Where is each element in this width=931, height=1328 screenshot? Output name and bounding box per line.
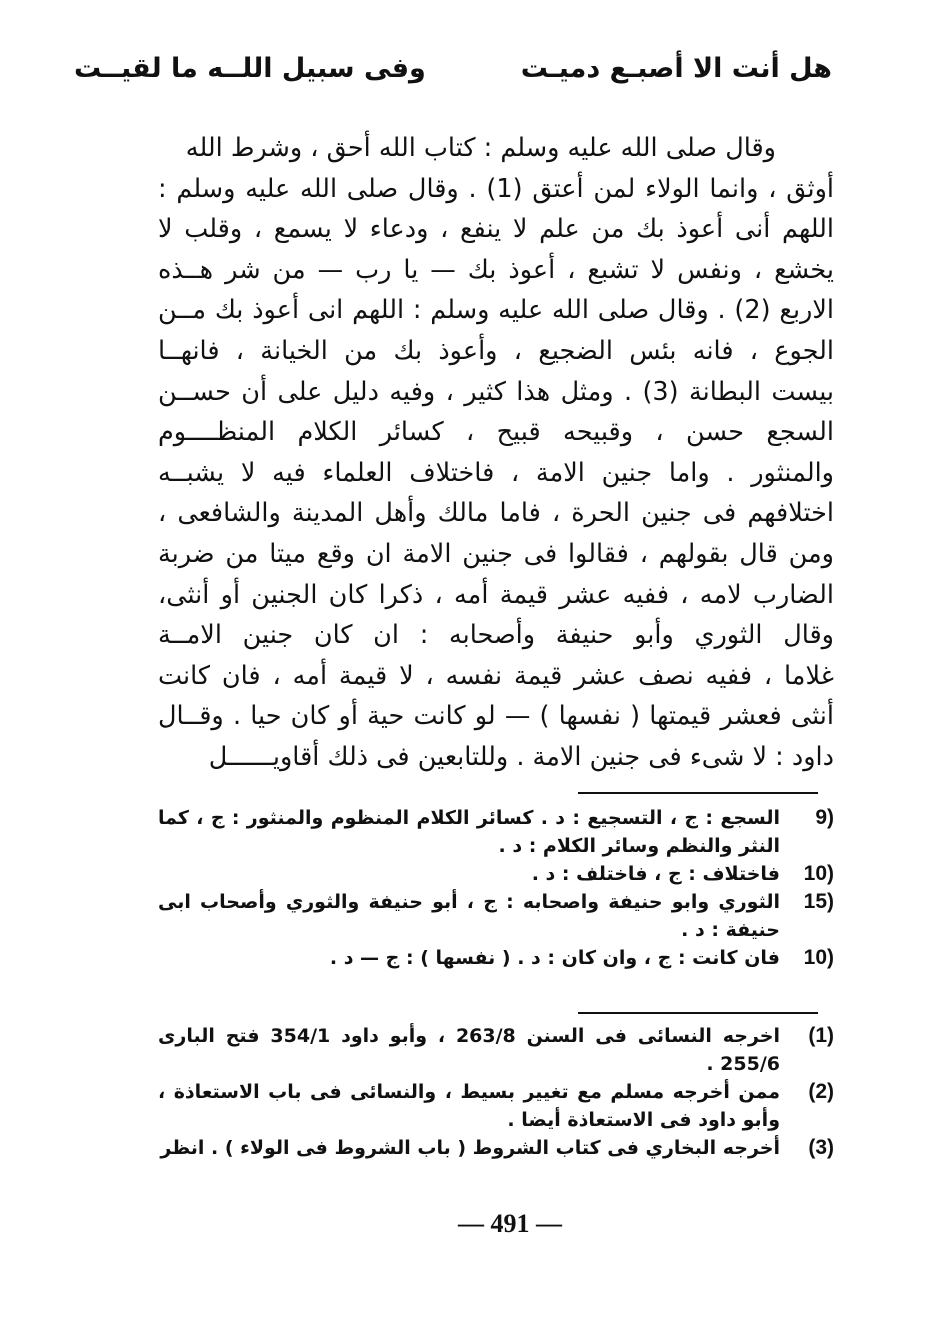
text-line: الاربع (2) . وقال صلى الله عليه وسلم : اللهم انى أعوذ بك مــن xyxy=(158,295,834,326)
note-text: الثوري وابو حنيفة واصحابه : ج ، أبو حنيفة والثوري وأصحاب ابى حنيفة : د . xyxy=(158,891,780,941)
text-line: السجع حسن ، وقبيحه قبيح ، كسائر الكلام المنظــــوم xyxy=(158,417,834,448)
reference-notes xyxy=(158,1022,834,1162)
variant-notes xyxy=(158,804,834,972)
note-number: (2) xyxy=(808,1080,834,1103)
text-line: وقال الثوري وأبو حنيفة وأصحابه : ان كان جنين الامــة xyxy=(158,620,834,651)
footnotes-divider xyxy=(578,1012,818,1014)
running-head xyxy=(73,44,832,94)
note-number: 9) xyxy=(815,806,834,829)
note-text: اخرجه النسائى فى السنن 263/8 ، وأبو داود 354/1 فتح البارى 255/6 . xyxy=(158,1025,780,1075)
running-head-left: وفى سبيل اللــه ما لقيــت xyxy=(73,53,426,84)
text-line: ومن قال بقولهم ، فقالوا فى جنين الامة ان وقع ميتا من ضربة xyxy=(158,538,834,569)
reference-note xyxy=(158,1022,834,1078)
note-number: 10) xyxy=(803,946,834,969)
main-text xyxy=(158,128,834,778)
variant-note xyxy=(158,888,834,944)
note-number: (3) xyxy=(808,1136,834,1159)
text-line: الجوع ، فانه بئس الضجيع ، وأعوذ بك من الخيانة ، فانهــا xyxy=(158,335,834,366)
text-line: اللهم أنى أعوذ بك من علم لا ينفع ، ودعاء لا يسمع ، وقلب لا xyxy=(158,214,834,245)
text-line: أوثق ، وانما الولاء لمن أعتق (1) . وقال صلى الله عليه وسلم : xyxy=(158,173,834,204)
note-text: ممن أخرجه مسلم مع تغيير بسيط ، والنسائى فى باب الاستعاذة ، وأبو داود فى الاستعاذة أيضا . xyxy=(158,1081,780,1131)
text-line: أنثى فعشر قيمتها ( نفسها ) — لو كانت حية أو كان حيا . وقــال xyxy=(158,701,834,732)
text-line: داود : لا شىء فى جنين الامة . وللتابعين فى ذلك أقاويــــــل xyxy=(208,741,834,772)
reference-note xyxy=(158,1078,834,1134)
note-text: فان كانت : ج ، وان كان : د . ( نفسها ) : ج — د . xyxy=(329,947,780,969)
reference-note xyxy=(158,1134,834,1162)
running-head-right: هل أنت الا أصبـع دميـت xyxy=(520,53,832,84)
text-line: يخشع ، ونفس لا تشبع ، أعوذ بك — يا رب — من شر هــذه xyxy=(158,254,834,285)
note-number: 10) xyxy=(803,862,834,885)
note-number: (1) xyxy=(808,1024,834,1047)
text-line: بيست البطانة (3) . ومثل هذا كثير ، وفيه دليل على أن حســن xyxy=(158,376,834,407)
text-line: الضارب لامه ، ففيه عشر قيمة أمه ، ذكرا كان الجنين أو أنثى، xyxy=(158,579,834,610)
note-number: 15) xyxy=(803,890,834,913)
text-line: وقال صلى الله عليه وسلم : كتاب الله أحق ، وشرط الله xyxy=(185,133,776,163)
note-text: السجع : ج ، التسجيع : د . كسائر الكلام المنظوم والمنثور : ج ، كما النثر والنظم وسائر الكلام : د . xyxy=(158,807,780,857)
variants-divider xyxy=(578,792,818,794)
note-text: فاختلاف : ج ، فاختلف : د . xyxy=(531,863,780,885)
text-line: والمنثور . واما جنين الامة ، فاختلاف العلماء فيه لا يشبــه xyxy=(158,457,834,488)
variant-note xyxy=(158,804,834,860)
text-line: اختلافهم فى جنين الحرة ، فاما مالك وأهل المدينة والشافعى ، xyxy=(158,498,834,529)
variant-note xyxy=(158,944,834,972)
variant-note xyxy=(158,860,834,888)
text-line: غلاما ، ففيه نصف عشر قيمة نفسه ، لا قيمة أمه ، فان كانت xyxy=(158,660,834,691)
page-number: — 491 — xyxy=(458,1209,562,1238)
note-text: أخرجه البخاري فى كتاب الشروط ( باب الشروط فى الولاء ) . انظر xyxy=(160,1137,780,1159)
